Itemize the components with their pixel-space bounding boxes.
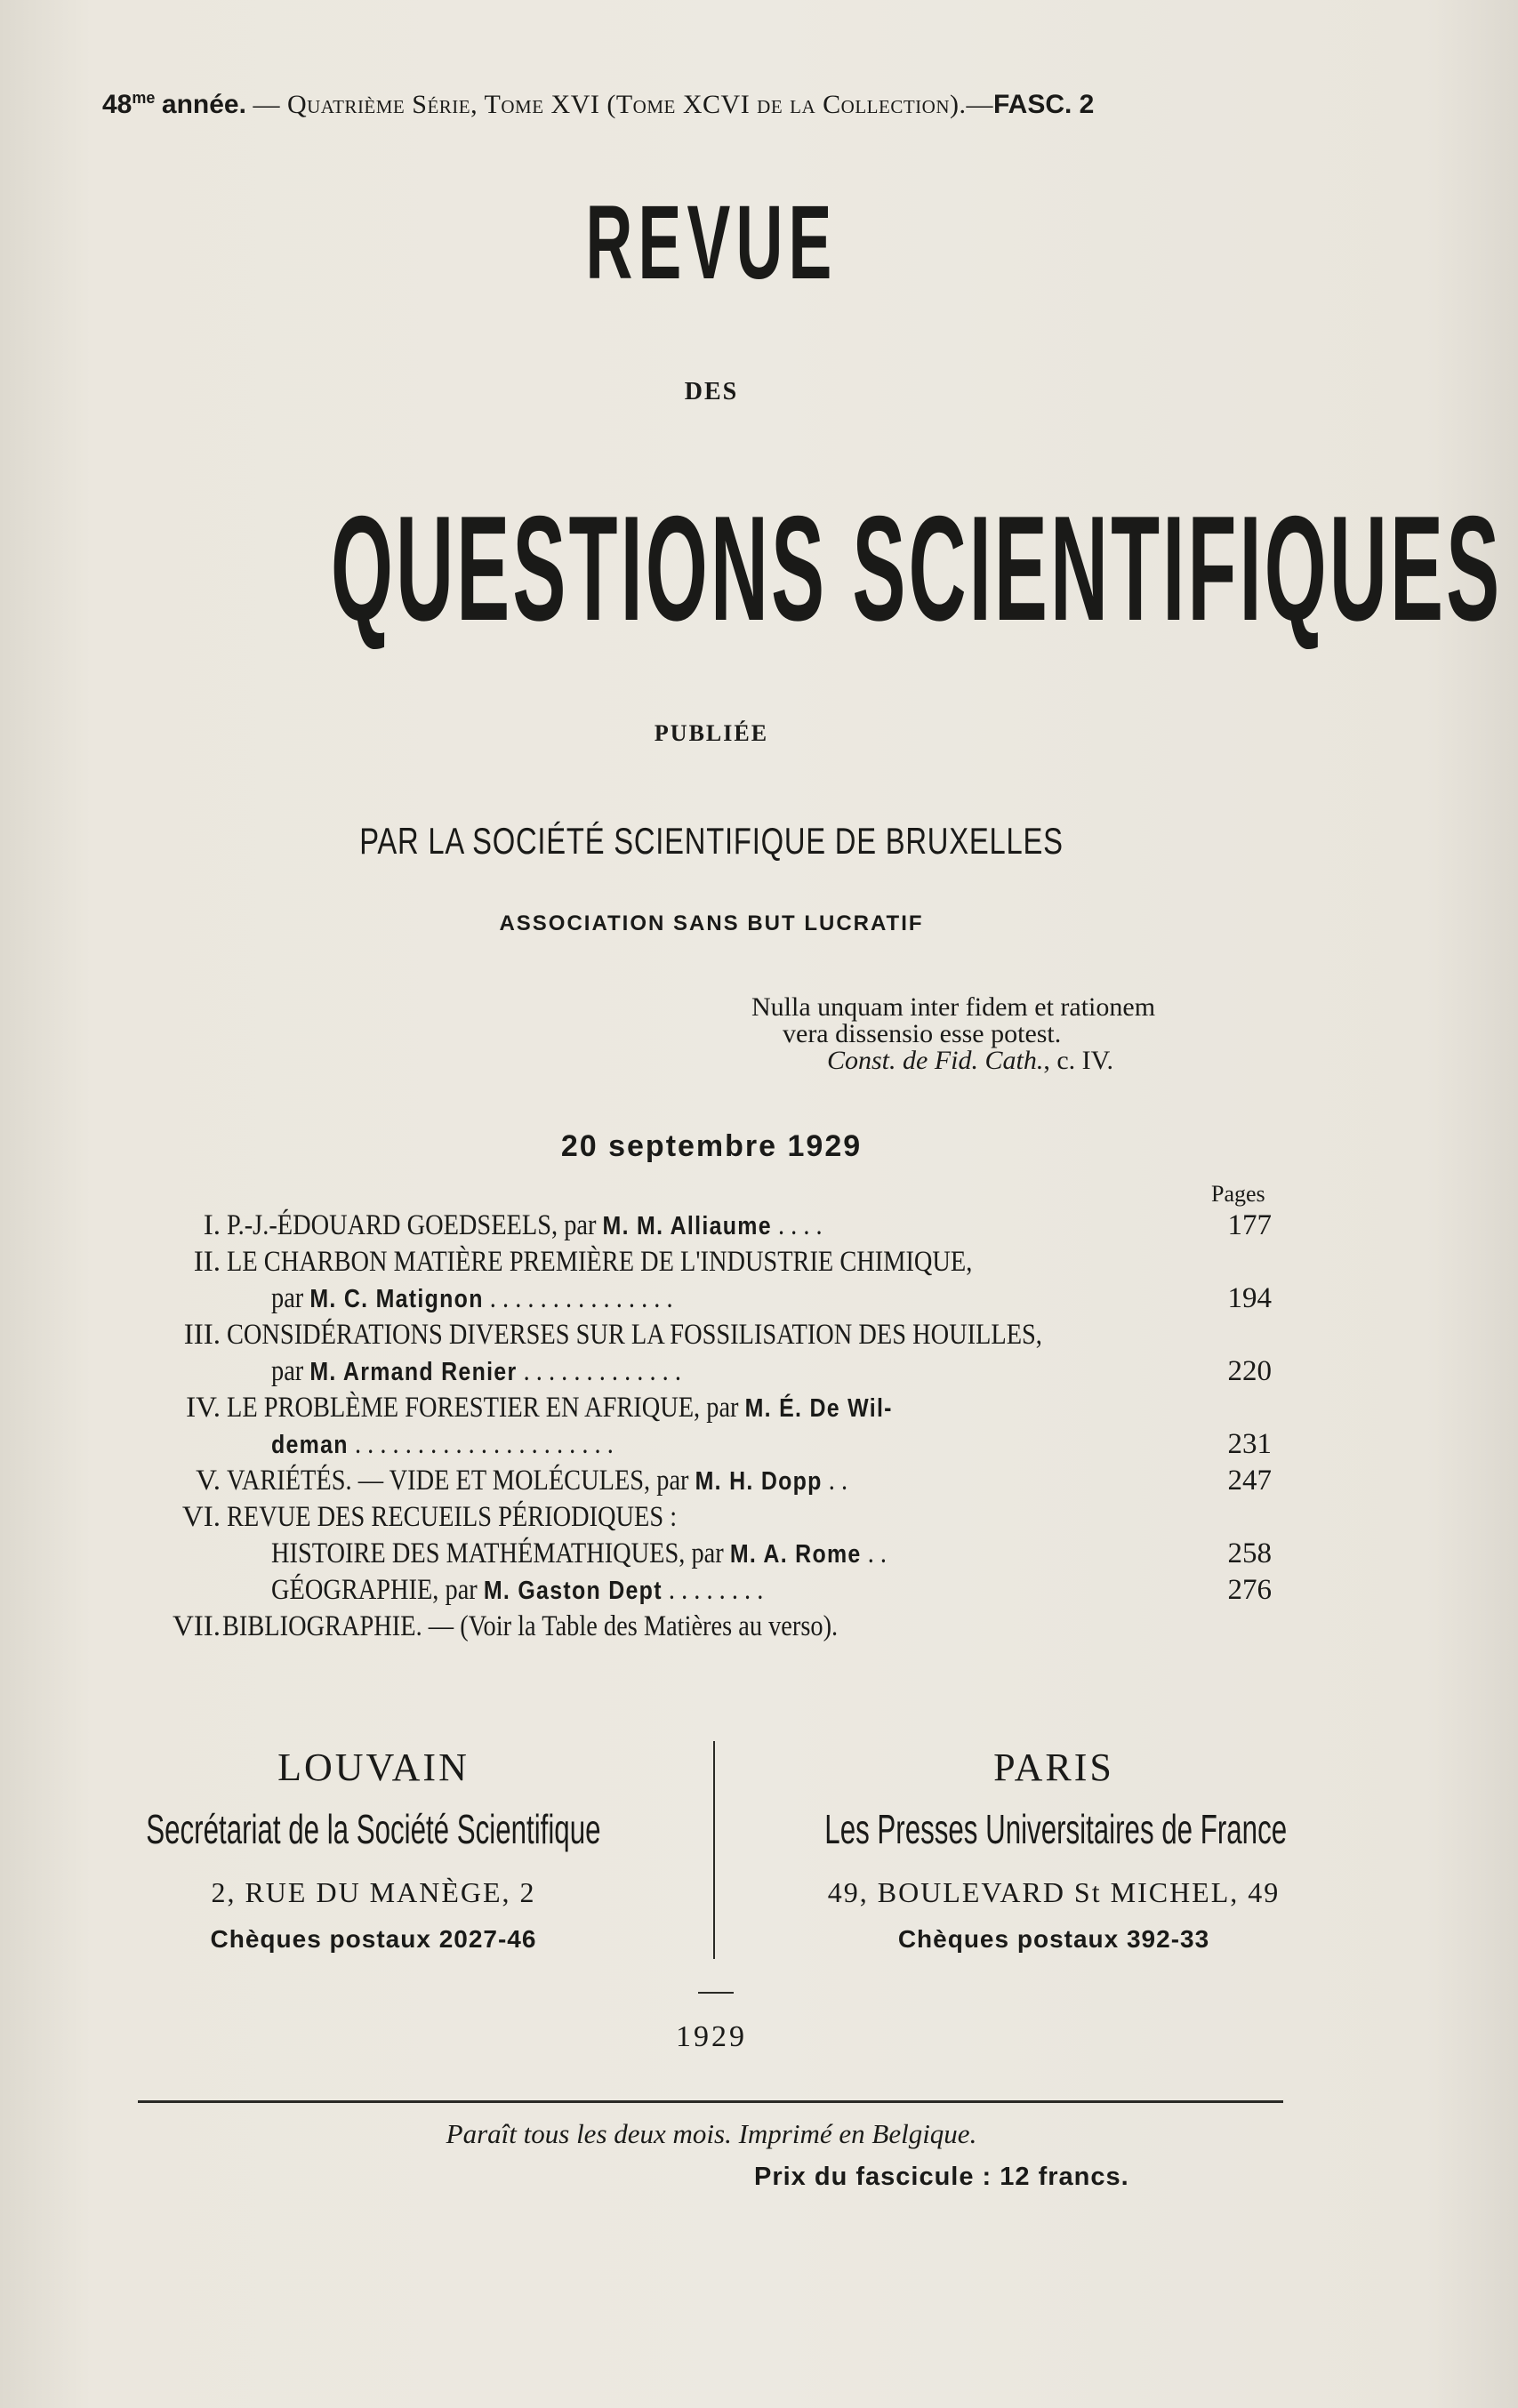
toc-row bbox=[151, 1317, 1272, 1353]
toc-dots: . . bbox=[822, 1465, 848, 1497]
publication-year: 1929 bbox=[676, 2020, 747, 2053]
imprint-left-address: 2, RUE DU MANÈGE, 2 bbox=[211, 1876, 536, 1908]
toc-page: 231 bbox=[1227, 1428, 1272, 1460]
toc-dots: . . . . . . . . bbox=[662, 1574, 764, 1606]
toc-title: GÉOGRAPHIE, par bbox=[271, 1574, 484, 1606]
publication-frequency: Paraît tous les deux mois. Imprimé en Belgique. bbox=[446, 2118, 977, 2149]
series-description: — Quatrième Série, Tome XVI (Tome XCVI de la Collection).— bbox=[253, 90, 993, 119]
motto-citation-source: Const. de Fid. Cath. bbox=[827, 1046, 1044, 1075]
issue-date: 20 septembre 1929 bbox=[560, 1129, 863, 1163]
toc-number: VII. bbox=[172, 1610, 221, 1642]
toc-page: 276 bbox=[1227, 1574, 1272, 1606]
toc-text bbox=[227, 1390, 1001, 1427]
title-revue: REVUE bbox=[585, 184, 838, 301]
issue-price: Prix du fascicule : 12 francs. bbox=[754, 2163, 1129, 2191]
toc-row bbox=[151, 1208, 1272, 1244]
imprint-left-cheques: Chèques postaux 2027-46 bbox=[210, 1925, 537, 1953]
imprint-left-publisher-text: Secrétariat de la Société Scientifique bbox=[146, 1806, 601, 1852]
toc-dots: . . bbox=[861, 1537, 887, 1569]
toc-row bbox=[151, 1390, 1272, 1426]
imprint-left-publisher bbox=[36, 1805, 711, 1853]
toc-author: M. M. Alliaume bbox=[602, 1212, 772, 1240]
toc-page: 220 bbox=[1227, 1355, 1272, 1387]
toc-number: I. bbox=[203, 1209, 221, 1241]
toc-row bbox=[151, 1572, 1272, 1609]
toc-author: M. C. Matignon bbox=[309, 1285, 484, 1313]
motto-citation bbox=[751, 1047, 1155, 1074]
toc-title: LE PROBLÈME FORESTIER EN AFRIQUE, par bbox=[227, 1392, 745, 1424]
fascicle-number: FASC. 2 bbox=[992, 90, 1095, 119]
toc-text bbox=[271, 1353, 748, 1391]
title-des: DES bbox=[684, 378, 739, 405]
series-header bbox=[102, 89, 1303, 120]
toc-row bbox=[151, 1244, 1272, 1280]
edition-number: 48 bbox=[102, 90, 133, 119]
toc-title: P.-J.-ÉDOUARD GOEDSEELS, par bbox=[227, 1209, 603, 1241]
toc-author: M. A. Rome bbox=[729, 1540, 862, 1569]
pages-column-label: Pages bbox=[1211, 1181, 1265, 1207]
latin-motto bbox=[751, 994, 1155, 1074]
toc-author: M. Gaston Dept bbox=[483, 1577, 663, 1605]
imprint-right-city: PARIS bbox=[993, 1746, 1114, 1789]
imprint-right-publisher bbox=[716, 1805, 1392, 1853]
toc-author: M. H. Dopp bbox=[695, 1467, 823, 1496]
toc-text bbox=[271, 1426, 669, 1464]
toc-title: BIBLIOGRAPHIE. — (Voir la Table des Matières au verso). bbox=[222, 1610, 839, 1642]
toc-page: 177 bbox=[1227, 1209, 1272, 1241]
toc-title: HISTOIRE DES MATHÉMATHIQUES, par bbox=[271, 1537, 730, 1569]
toc-text bbox=[227, 1317, 1175, 1353]
footer-rule bbox=[138, 2100, 1283, 2103]
toc-title: VARIÉTÉS. — VIDE ET MOLÉCULES, par bbox=[227, 1465, 695, 1497]
toc-title: CONSIDÉRATIONS DIVERSES SUR LA FOSSILISATION DES HOUILLES, bbox=[227, 1319, 1042, 1351]
toc-page: 194 bbox=[1227, 1282, 1272, 1314]
toc-row bbox=[151, 1426, 1272, 1463]
toc-row bbox=[151, 1536, 1272, 1572]
toc-text bbox=[227, 1244, 1094, 1280]
motto-line-1: Nulla unquam inter fidem et rationem bbox=[751, 992, 1156, 1022]
toc-number: II. bbox=[193, 1246, 221, 1278]
toc-number: III. bbox=[183, 1319, 221, 1351]
toc-title: LE CHARBON MATIÈRE PREMIÈRE DE L'INDUSTRIE CHIMIQUE, bbox=[227, 1246, 973, 1278]
toc-author: M. Armand Renier bbox=[309, 1358, 518, 1386]
toc-title: par bbox=[271, 1282, 310, 1314]
toc-row bbox=[151, 1499, 1272, 1536]
journal-title: QUESTIONS SCIENTIFIQUES bbox=[330, 485, 1503, 652]
edition-annee: année. bbox=[161, 90, 246, 119]
toc-row bbox=[151, 1609, 1272, 1645]
toc-text bbox=[227, 1463, 949, 1500]
imprint-right-publisher-text: Les Presses Universitaires de France bbox=[824, 1806, 1288, 1852]
toc-row bbox=[151, 1280, 1272, 1317]
imprint-right-address: 49, BOULEVARD St MICHEL, 49 bbox=[827, 1876, 1281, 1908]
edition-suffix: me bbox=[132, 89, 156, 107]
toc-title: par bbox=[271, 1355, 310, 1387]
imprint-right-cheques: Chèques postaux 392-33 bbox=[897, 1925, 1210, 1953]
motto-line-2: vera dissensio esse potest. bbox=[783, 1019, 1062, 1048]
imprint-left-city: LOUVAIN bbox=[277, 1746, 470, 1789]
publisher-line: PAR LA SOCIÉTÉ SCIENTIFIQUE DE BRUXELLES bbox=[359, 820, 1064, 862]
table-of-contents bbox=[151, 1208, 1272, 1645]
toc-author: deman bbox=[271, 1431, 349, 1459]
toc-row bbox=[151, 1463, 1272, 1499]
toc-title: REVUE DES RECUEILS PÉRIODIQUES : bbox=[227, 1501, 678, 1533]
short-rule bbox=[698, 1992, 734, 1994]
toc-dots: . . . . . . . . . . . . . . . . . . . . . bbox=[348, 1428, 614, 1460]
toc-number: VI. bbox=[181, 1501, 221, 1533]
toc-dots: . . . . . . . . . . . . . bbox=[517, 1355, 681, 1387]
toc-dots: . . . . bbox=[771, 1209, 823, 1241]
toc-text bbox=[271, 1536, 987, 1573]
toc-page: 247 bbox=[1227, 1465, 1272, 1497]
toc-number: V. bbox=[196, 1465, 221, 1497]
toc-page: 258 bbox=[1227, 1537, 1272, 1569]
toc-text bbox=[271, 1572, 843, 1609]
toc-text bbox=[222, 1609, 938, 1645]
toc-text bbox=[271, 1280, 738, 1318]
toc-author: M. É. De Wil- bbox=[744, 1394, 893, 1423]
association-line: ASSOCIATION SANS BUT LUCRATIF bbox=[499, 911, 924, 935]
toc-dots: . . . . . . . . . . . . . . . bbox=[483, 1282, 673, 1314]
toc-number: IV. bbox=[186, 1392, 221, 1424]
title-publiee: PUBLIÉE bbox=[654, 720, 769, 746]
toc-text bbox=[227, 1499, 751, 1536]
toc-text bbox=[227, 1208, 920, 1245]
imprint-divider bbox=[713, 1741, 715, 1959]
motto-citation-ref: , c. IV. bbox=[1043, 1046, 1113, 1075]
toc-row bbox=[151, 1353, 1272, 1390]
